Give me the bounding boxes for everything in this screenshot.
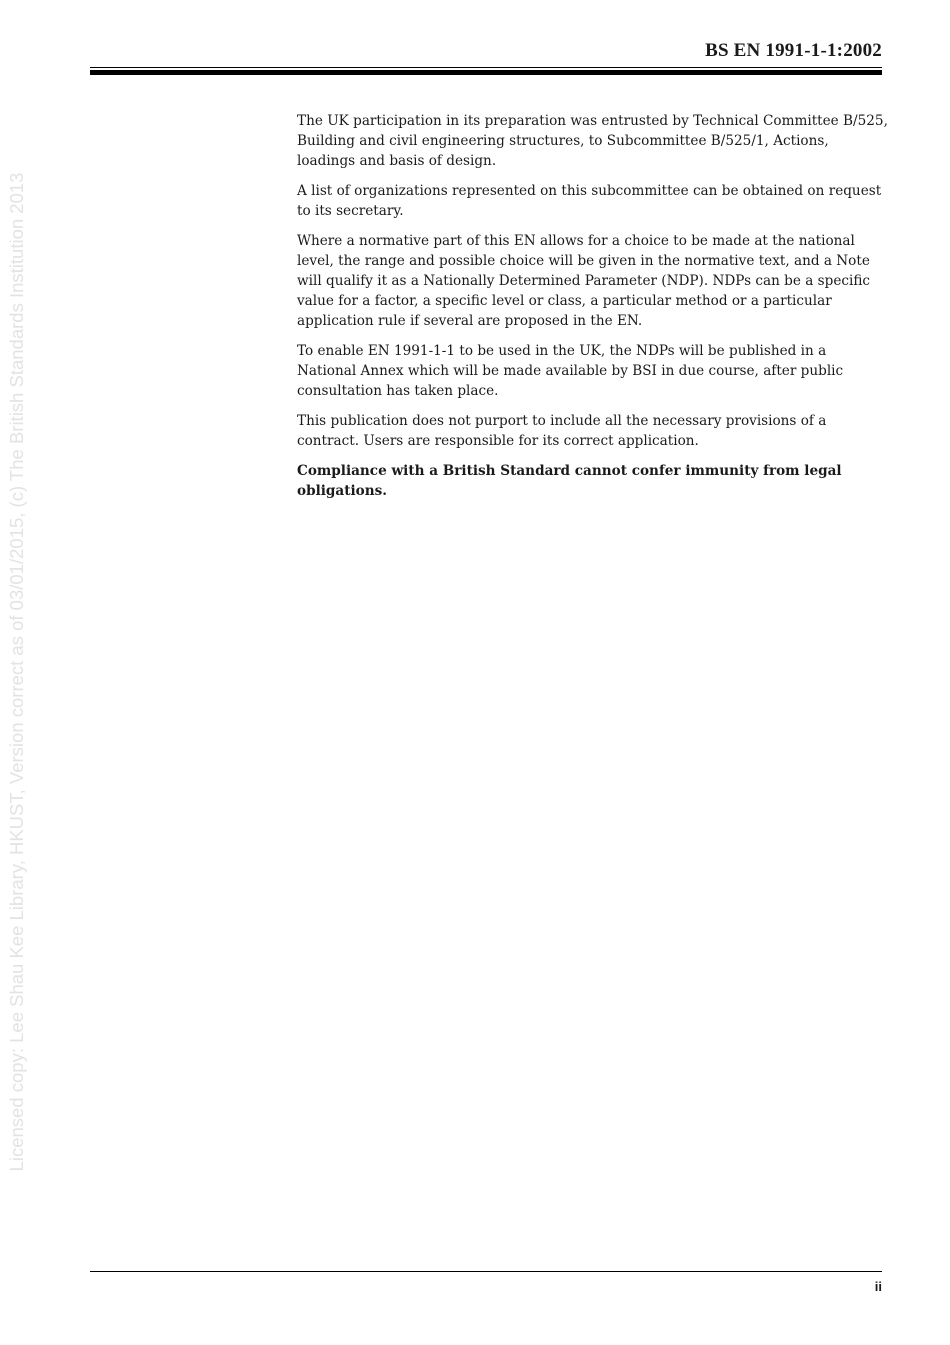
license-watermark: Licensed copy: Lee Shau Kee Library, HKUST, Version correct as of 03/01/2015, (c) The British Standards Institution 2013 (6, 172, 27, 1172)
footer-rule (90, 1271, 882, 1272)
paragraph-contract-provisions: This publication does not purport to include all the necessary provisions of a contract. Users are responsible for its correct application. (297, 413, 827, 449)
header-rule-thick (90, 70, 882, 75)
paragraph-organizations-list: A list of organizations represented on this subcommittee can be obtained on request to its secretary. (297, 183, 882, 219)
compliance-statement: Compliance with a British Standard cannot confer immunity from legal obligations. (297, 463, 842, 499)
header-rule-thin (90, 67, 882, 68)
body-text (297, 111, 889, 511)
page-number: ii (874, 1279, 882, 1294)
document-code: BS EN 1991-1-1:2002 (705, 40, 882, 61)
paragraph-ndp-explanation: Where a normative part of this EN allows for a choice to be made at the national level, the range and possible choice will be given in the normative text, and a Note will qualify it as a Nationally Determined Parameter (NDP). NDPs can be a specific value for a factor, a specific level or class, a particular method or a particular application rule if several are proposed in the EN. (297, 233, 871, 329)
paragraph-national-annex: To enable EN 1991-1-1 to be used in the UK, the NDPs will be published in a National Annex which will be made available by BSI in due course, after public consultation has taken place. (297, 343, 844, 399)
paragraph-uk-participation: The UK participation in its preparation was entrusted by Technical Committee B/525, Building and civil engineering structures, to Subcommittee B/525/1, Actions, loadings and basis of design. (297, 113, 888, 169)
